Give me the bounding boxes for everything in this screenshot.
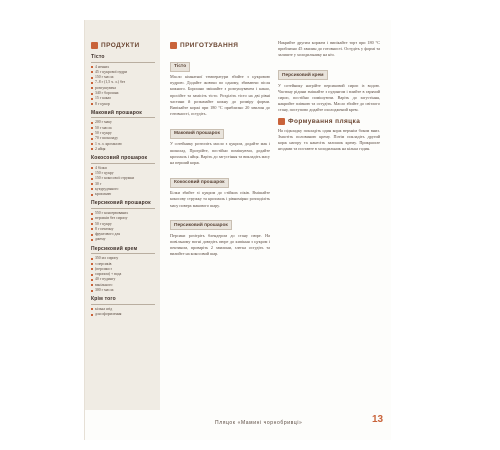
ingredient-text: (персики з — [95, 266, 112, 271]
ingredient-text: з персиків — [95, 261, 112, 266]
bullet-icon — [91, 138, 93, 140]
bullet-icon — [91, 258, 93, 260]
ingredient-text: 50 г цукру — [95, 221, 112, 226]
ingredient-item — [91, 288, 155, 293]
poppy-layer-label: Маковий прошарок — [170, 129, 224, 139]
divider — [91, 117, 155, 118]
preparation-body — [170, 54, 270, 258]
ingredient-text: розпушувача — [95, 85, 116, 90]
bullet-icon — [91, 188, 93, 190]
ingredient-group — [91, 246, 155, 294]
divider — [91, 208, 155, 209]
bullet-icon — [91, 143, 93, 145]
ingredient-items — [91, 65, 155, 107]
ingredient-text: 150 г масла — [95, 75, 114, 80]
dough-text: Масло кімнатної температури збийте з цукровою пудрою. Додайте жовтки по одному, збиваючи після кожного. Борошно змішайте з розпушувачем і какао, просійте та замісіть тісто. Розділіть тісто на дві рівні частини й розкачайте кожну до розміру форми. Випікайте коржі при 180 °С приблизно 20 хвилин до готовності, остудіть. — [170, 74, 270, 117]
peach-cream-text: У сотейнику нагрійте персиковий сироп із водою. Частину рідини змішайте з пудингом і влийте в гарячий сироп, постійно помішуючи. Варіть до загустіння, накрийте плівкою та остудіть. Масло збийте до світлого стану, поступово додайте охолоджений крем. — [278, 82, 380, 113]
ingredient-text: кілька ягід — [95, 306, 113, 311]
bullet-icon — [91, 98, 93, 100]
ingredient-text: 4 яєчних — [95, 64, 110, 69]
ingredient-text: ванільного — [95, 282, 113, 287]
ingredient-group — [91, 155, 155, 197]
divider — [91, 62, 155, 63]
bullet-icon — [91, 223, 93, 225]
ingredient-text: фруктового для — [95, 232, 121, 237]
whisk-icon — [170, 42, 177, 49]
ingredient-group — [91, 110, 155, 152]
bowl-icon — [91, 42, 98, 49]
ingredients-heading: ПРОДУКТИ — [91, 42, 140, 49]
bullet-icon — [91, 234, 93, 236]
bullet-icon — [91, 263, 93, 265]
ingredient-text: 200 г маку — [95, 120, 112, 125]
ingredient-items — [91, 307, 155, 318]
bullet-icon — [91, 218, 93, 220]
bullet-icon — [91, 167, 93, 169]
bullet-icon — [91, 87, 93, 89]
bullet-icon — [91, 228, 93, 230]
peach-layer-text: Персики розітріть блендером до стану пюре. На повільному вогні доведіть пюре до кипіння з цукром і пектином, проваріть 2 хвилини, злегка остудіть та вилийте на кокосовий шар. — [170, 232, 270, 257]
ingredient-text: крохмалю — [95, 192, 112, 197]
ingredient-text: для оформлення — [95, 312, 122, 317]
ingredient-text: 8 г цукор — [95, 101, 110, 106]
ingredient-item — [91, 147, 155, 152]
ingredient-text: 40 г пудингу — [95, 277, 116, 282]
ingredient-items — [91, 256, 155, 293]
ingredient-text: джему — [95, 237, 106, 242]
preparation-body-2 — [278, 40, 380, 152]
ingredient-item — [91, 192, 155, 197]
bullet-icon — [91, 66, 93, 68]
ingredient-text: 8 г пектину — [95, 226, 114, 231]
cookbook-page — [84, 20, 391, 440]
bullet-icon — [91, 183, 93, 185]
bullet-icon — [91, 122, 93, 124]
ingredient-text: 45 г цукрової пудри — [95, 69, 128, 74]
bullet-icon — [91, 178, 93, 180]
ingredients-list — [91, 54, 155, 320]
bullet-icon — [91, 71, 93, 73]
bullet-icon — [91, 308, 93, 310]
ingredient-items — [91, 120, 155, 152]
ingredient-text: 150 г цукру — [95, 170, 114, 175]
ingredient-item — [91, 102, 155, 107]
ingredient-group — [91, 296, 155, 317]
footer-title: Пляцок «Мамині чорнобривці» — [215, 420, 303, 426]
ingredient-group-title: Кокосовий прошарок — [91, 155, 148, 162]
bullet-icon — [91, 274, 93, 276]
bullet-icon — [91, 239, 93, 241]
peach-cream-label: Персиковий крем — [278, 70, 328, 80]
coconut-layer-text: Білки збийте зі цукром до стійких піків. Вмішайте кокосову стружку та крохмаль і рівномірно розподіліть масу поверх макового шару. — [170, 190, 270, 208]
assembly-heading: Формування пляцка — [278, 118, 380, 125]
bullet-icon — [91, 279, 93, 281]
bullet-icon — [91, 213, 93, 215]
bullet-icon — [91, 290, 93, 292]
ingredient-text: сиропом) + вода — [95, 272, 122, 277]
ingredient-text: 350 мл сиропу — [95, 256, 119, 261]
ingredient-text: кукурудзяного — [95, 186, 119, 191]
ingredient-text: 50 г масла — [95, 125, 112, 130]
bullet-icon — [91, 82, 93, 84]
ingredient-group-title: Персиковий прошарок — [91, 200, 151, 207]
ingredient-text: 340 г борошна — [95, 90, 119, 95]
ingredient-group-title: Маковий прошарок — [91, 109, 142, 116]
ingredient-text: 30 г — [95, 181, 102, 186]
preparation-heading: ПРИГОТУВАННЯ — [170, 42, 238, 49]
ingredient-text: 1 ч. л. крохмалю — [95, 141, 122, 146]
divider — [91, 304, 155, 305]
bullet-icon — [91, 194, 93, 196]
coconut-layer-label: Кокосовий прошарок — [170, 178, 229, 188]
bullet-icon — [91, 133, 93, 135]
bullet-icon — [91, 284, 93, 286]
bullet-icon — [91, 93, 93, 95]
bullet-icon — [91, 173, 93, 175]
ingredient-text: 4 білки — [95, 165, 107, 170]
ingredient-text: персиків без сиропу — [95, 216, 128, 221]
divider — [91, 163, 155, 164]
ingredient-group-title: Тісто — [91, 54, 105, 60]
ingredient-group — [91, 54, 155, 107]
bullet-icon — [91, 77, 93, 79]
ingredient-text: 2 яйця — [95, 146, 106, 151]
ingredient-text: 550 г консервованих — [95, 210, 129, 215]
ingredient-text: 150 г кокосової стружки — [95, 176, 135, 181]
ingredient-group — [91, 200, 155, 242]
bullet-icon — [91, 268, 93, 270]
bullet-icon — [91, 103, 93, 105]
divider — [91, 253, 155, 254]
ingredient-item — [91, 312, 155, 317]
ingredient-items — [91, 211, 155, 243]
page-number: 13 — [372, 414, 384, 425]
ingredient-text: 70 г шоколаду — [95, 136, 118, 141]
bullet-icon — [91, 127, 93, 129]
cake-icon — [278, 118, 285, 125]
ingredient-text: 50 г цукру — [95, 130, 112, 135]
ingredient-items — [91, 166, 155, 198]
ingredient-text: 300 г масла — [95, 288, 114, 292]
bullet-icon — [91, 148, 93, 150]
dough-label: Тісто — [170, 62, 190, 72]
ingredient-text: 7–8 г (1,5 ч. л.) без — [95, 80, 126, 85]
peach-layer-label: Персиковий прошарок — [170, 220, 232, 230]
bullet-icon — [91, 314, 93, 316]
ingredient-group-title: Крім того — [91, 296, 116, 303]
poppy-layer-text: У сотейнику розтопіть масло з цукром, додайте мак і шоколад. Прогрійте, постійно помішуючи, додайте крохмаль і яйця. Варіть до загустіння та викладіть масу на перший корж. — [170, 141, 270, 166]
ingredient-group-title: Персиковий крем — [91, 245, 138, 252]
assembly-text: На підкладку покладіть один корж верхнім боком вниз. Змастіть половиною крему. Потім покладіть другий корж нагору та нанесіть залишок крему. Прикрасьте ягодами та поставте в холодильник на кілька годин. — [278, 127, 380, 152]
baking-text: Накрийте другим коржем і випікайте торт при 180 °С приблизно 45 хвилин до готовності. Остудіть у формі та залиште у холодильнику на ніч. — [278, 40, 380, 58]
ingredient-item — [91, 237, 155, 242]
ingredients-column — [85, 20, 160, 410]
ingredient-text: 15 г какао — [95, 96, 112, 101]
